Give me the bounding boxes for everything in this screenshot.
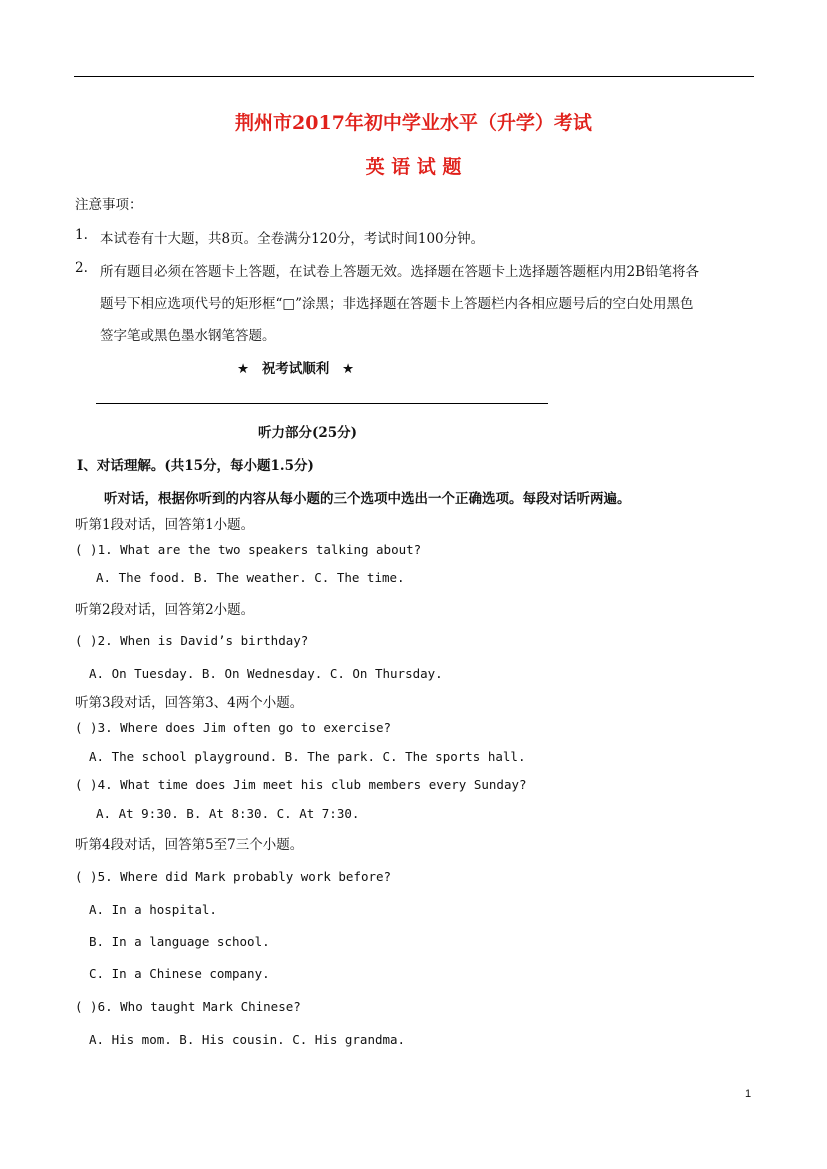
answer-option: B. In a language school. — [89, 934, 270, 949]
question: ( )1. What are the two speakers talking about? — [75, 542, 422, 557]
dialogue-instruction: 听第3段对话，回答第3、4两个小题。 — [75, 695, 304, 711]
blessing-line — [237, 357, 354, 377]
question: ( )5. Where did Mark probably work before? — [75, 869, 392, 884]
blessing-text: 祝考试顺利 — [261, 361, 330, 377]
star-icon: ★ — [237, 361, 250, 377]
page-title: 荆州市2017年初中学业水平（升学）考试 — [235, 112, 592, 134]
note-text: 所有题目必须在答题卡上答题，在试卷上答题无效。选择题在答题卡上选择题答题框内用2B铅笔将各 — [100, 264, 700, 280]
notes-heading: 注意事项： — [75, 197, 143, 213]
answer-option: A. In a hospital. — [89, 902, 217, 917]
page-subtitle: 英 语 试 题 — [365, 156, 462, 178]
dialogue-instruction: 听第1段对话，回答第1小题。 — [75, 517, 255, 533]
listening-section-title: 听力部分(25分) — [258, 425, 358, 441]
answer-options: A. His mom. B. His cousin. C. His grandma. — [89, 1032, 406, 1047]
note-number: 2. — [75, 260, 88, 276]
section-divider — [96, 403, 548, 404]
answer-options: A. The food. B. The weather. C. The time. — [96, 570, 405, 585]
listening-instruction: 听对话，根据你听到的内容从每小题的三个选项中选出一个正确选项。每段对话听两遍。 — [104, 491, 631, 507]
top-rule — [74, 76, 754, 77]
answer-options: A. On Tuesday. B. On Wednesday. C. On Thursday. — [89, 666, 443, 681]
answer-options: A. The school playground. B. The park. C. The sports hall. — [89, 749, 526, 764]
question: ( )6. Who taught Mark Chinese? — [75, 999, 301, 1014]
dialogue-instruction: 听第2段对话，回答第2小题。 — [75, 602, 255, 618]
question: ( )4. What time does Jim meet his club members every Sunday? — [75, 777, 527, 792]
note-text: 签字笔或黑色墨水钢笔答题。 — [100, 328, 276, 344]
answer-option: C. In a Chinese company. — [89, 966, 270, 981]
note-text: 题号下相应选项代号的矩形框“□”涂黑；非选择题在答题卡上答题栏内各相应题号后的空白处用黑色 — [100, 296, 694, 312]
page-number: 1 — [745, 1088, 752, 1100]
question: ( )2. When is David’s birthday? — [75, 633, 309, 648]
dialogue-instruction: 听第4段对话，回答第5至7三个小题。 — [75, 837, 304, 853]
answer-options: A. At 9:30. B. At 8:30. C. At 7:30. — [96, 806, 360, 821]
part1-heading: Ⅰ、对话理解。(共15分，每小题1.5分) — [77, 458, 314, 474]
note-text: 本试卷有十大题，共8页。全卷满分120分，考试时间100分钟。 — [100, 231, 485, 247]
question: ( )3. Where does Jim often go to exercise? — [75, 720, 392, 735]
star-icon: ★ — [342, 361, 355, 377]
note-number: 1. — [75, 227, 88, 243]
